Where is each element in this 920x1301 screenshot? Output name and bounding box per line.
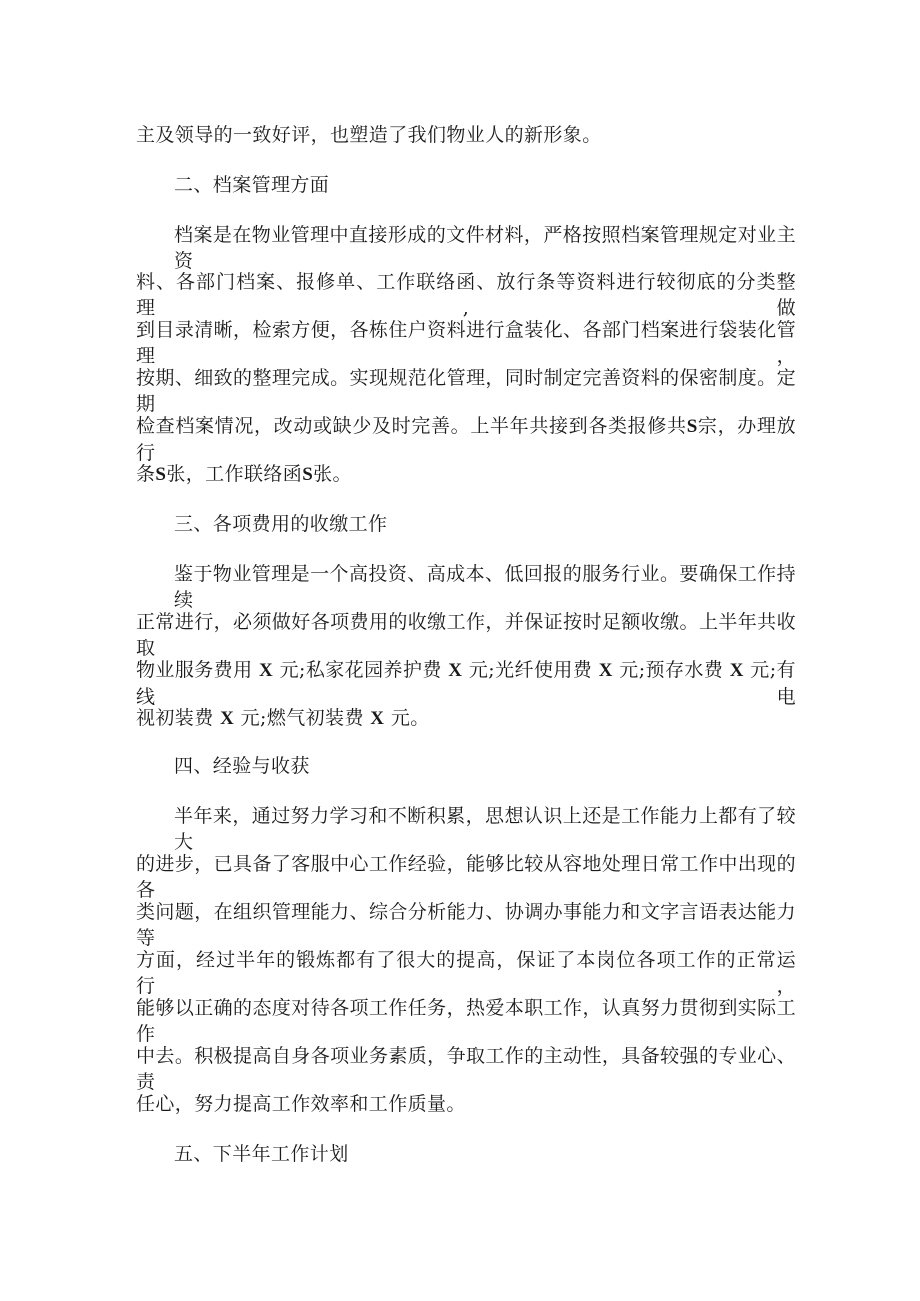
text-span: 条 xyxy=(136,463,156,485)
placeholder-s: S xyxy=(686,416,698,437)
placeholder-x: X xyxy=(370,708,385,729)
placeholder-s: S xyxy=(155,464,167,485)
section-heading-fees: 三、各项费用的收缴工作 xyxy=(174,513,388,535)
paragraph-line: 到目录清晰，检索方便，各栋住户资料进行盒装化、各部门档案进行袋装化管理， xyxy=(136,319,796,367)
text-span: 元;燃气初装费 xyxy=(240,707,364,729)
placeholder-x: X xyxy=(729,660,744,681)
placeholder-x: X xyxy=(598,660,613,681)
intro-tail-line: 主及领导的一致好评，也塑造了我们物业人的新形象。 xyxy=(136,124,602,146)
placeholder-x: X xyxy=(220,708,235,729)
paragraph-line xyxy=(136,705,796,732)
paragraph-line xyxy=(136,413,796,466)
placeholder-x: X xyxy=(448,660,463,681)
text-span: 张。 xyxy=(313,463,352,485)
placeholder-s: S xyxy=(302,464,314,485)
section-heading-archives: 二、档案管理方面 xyxy=(174,174,330,196)
paragraph-line: 料、各部门档案、报修单、工作联络函、放行条等资料进行较彻底的分类整理,做 xyxy=(136,271,796,319)
text-span: 元;私家花园养护费 xyxy=(279,659,442,681)
text-span: 元。 xyxy=(390,707,430,729)
paragraph-line: 方面，经过半年的锻炼都有了很大的提高，保证了本岗位各项工作的正常运行， xyxy=(136,949,796,997)
section-heading-experience: 四、经验与收获 xyxy=(174,755,310,777)
text-span: 元;有线电 xyxy=(136,659,796,708)
text-span: 检查档案情况，改动或缺少及时完善。上半年共接到各类报修共 xyxy=(136,415,687,437)
text-span: 元;预存水费 xyxy=(619,659,724,681)
paragraph-line: 能够以正确的态度对待各项工作任务，热爱本职工作，认真努力贯彻到实际工作 xyxy=(136,997,796,1045)
section-heading-plan: 五、下半年工作计划 xyxy=(174,1143,349,1165)
text-span: 张，工作联络函 xyxy=(166,463,303,485)
paragraph-line: 类问题，在组织管理能力、综合分析能力、协调办事能力和文字言语表达能力等 xyxy=(136,901,796,949)
paragraph-line: 鉴于物业管理是一个高投资、高成本、低回报的服务行业。要确保工作持续 xyxy=(174,563,796,611)
paragraph-line: 正常进行，必须做好各项费用的收缴工作，并保证按时足额收缴。上半年共收取 xyxy=(136,611,796,659)
paragraph-line: 半年来，通过努力学习和不断积累，思想认识上还是工作能力上都有了较大 xyxy=(174,805,796,853)
text-span: 视初装费 xyxy=(136,707,214,729)
paragraph-line xyxy=(136,657,796,710)
paragraph-line: 中去。积极提高自身各项业务素质，争取工作的主动性，具备较强的专业心、责 xyxy=(136,1045,796,1093)
text-span: 物业服务费用 xyxy=(136,659,253,681)
paragraph-line: 按期、细致的整理完成。实现规范化管理，同时制定完善资料的保密制度。定期 xyxy=(136,367,796,415)
paragraph-line xyxy=(136,461,796,488)
placeholder-x: X xyxy=(259,660,274,681)
text-span: 宗，办理放行 xyxy=(136,415,796,464)
paragraph-line: 任心，努力提高工作效率和工作质量。 xyxy=(136,1093,466,1115)
text-span: 元;光纤使用费 xyxy=(468,659,593,681)
paragraph-line: 的进步，已具备了客服中心工作经验，能够比较从容地处理日常工作中出现的各 xyxy=(136,853,796,901)
paragraph-line: 档案是在物业管理中直接形成的文件材料，严格按照档案管理规定对业主资 xyxy=(174,224,796,272)
